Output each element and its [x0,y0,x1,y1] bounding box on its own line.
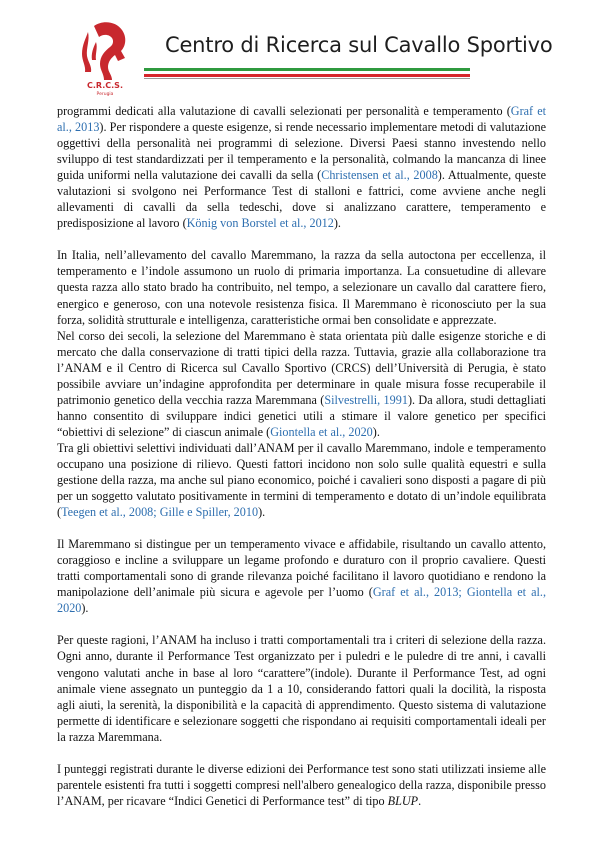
citation-link[interactable]: Teegen et al., 2008; Gille e Spiller, 2010 [61,505,259,520]
paragraph-text: Nel corso dei secoli, la selezione del Maremmano è stata orientata più dalle esigenze storiche e di mercato che dalla conservazione di tratti tipici della razza. Tuttavia, grazie alla collaborazione tra l’ANAM e il Centro di Ricerca sul Cavallo Sportivo (CRCS) dell’Università di Perugia, è stato possibile avviare un’indagine approfondita per determinare in quale misura fosse recuperabile il patrimonio genetico della vecchia razza Maremmana ( [57,328,546,407]
red-stripe [144,74,470,77]
citation-link[interactable]: Graf et al., 2013; Giontella et al., 2020 [57,585,546,616]
citation-link[interactable]: König von Borstel et al., 2012 [186,216,334,231]
paragraph-text: Il Maremmano si distingue per un temperamento vivace e affidabile, risultando un cavallo attento, coraggioso e incline a sviluppare un legame profondo e duraturo con il proprio cavaliere. Questi tratti comportamentali sono di grande rilevanza poiché facilitano il lavoro quotidiano e rendono la manipolazione dell’animale più sicura e agevole per l’uomo ( [57,537,546,600]
citation-link[interactable]: Silvestrelli, 1991 [324,392,408,407]
white-stripe [144,71,470,73]
paragraph [57,440,546,520]
logo-acronym: C.R.C.S. [87,81,123,90]
paragraph-text: ). Da allora, studi dettagliati hanno consentito di sviluppare indici genetici utili a stimare il valore genetico per specifici “obiettivi di selezione” di ciascun animale ( [57,392,547,439]
italic-term: BLUP [387,793,419,808]
paragraph [57,761,546,809]
citation-link[interactable]: Graf et al., 2013 [57,104,546,135]
paragraph-text: In Italia, nell’allevamento del cavallo Maremmano, la razza da sella autoctona per eccellenza, il temperamento e l’indole assumono un ruolo di primaria importanza. La consuetudine di allevare questa razza allo stato brado ha contribuito, nel tempo, a selezionare un cavallo dal carattere fiero, energico e generoso, con una notevole resistenza fisica. Il Maremmano è riconosciuto per la sua forza, solidità strutturale e intelligenza, caratteristiche ormai ben consolidate e apprezzate. [57,248,546,327]
paragraph-text: ). [258,505,266,520]
paragraph-text: I punteggi registrati durante le diverse edizioni dei Performance test sono stati utilizzati insieme alle parentele esistenti fra tutti i soggetti compresi nell'albero genealogico della razza, disponibile presso l’ANAM, per ricavare “Indici Genetici di Performance test” di tipo [57,761,546,808]
paragraph-text: ). [372,424,380,439]
paragraph-text: Per queste ragioni, l’ANAM ha incluso i tratti comportamentali tra i criteri di selezione della razza. Ogni anno, durante il Performance Test organizzato per i puledri e le puledre di tre anni, i cavalli vengono valutati anche in base al loro “carattere”(indole). Durante il Performance Test, ad ogni animale viene assegnato un punteggio da 1 a 10, considerando fattori quali la docilità, la risposta agli aiuti, la serenità, la disponibilità e la capacità di apprendimento. Questo sistema di valutazione permette di identificare e selezionare soggetti che rispondano ai requisiti comportamentali ideali per la razza Maremmana. [57,633,546,744]
paragraph-text: . [418,793,422,808]
paragraph [57,536,546,616]
paragraph [57,247,546,327]
page-header [0,0,600,100]
paragraph-text: ). Attualmente, queste valutazioni si svolgono nei Performance Test di stalloni e fattrici, come avviene anche negli allevamenti di cavalli da sella tedeschi, dove si analizzano carattere, temperamento e predisposizione al lavoro ( [57,168,546,231]
document-body [57,103,546,809]
citation-link[interactable]: Christensen et al., 2008 [321,168,438,183]
paragraph [57,632,546,744]
paragraph-text: programmi dedicati alla valutazione di cavalli selezionati per personalità e temperamento ( [57,104,511,118]
paragraph [57,328,546,440]
paragraph-text: ). [333,216,341,231]
grey-stripe [144,78,470,79]
paragraph-text: ). Per rispondere a queste esigenze, si rende necessario implementare metodi di valutazione oggettivi della personalità nei programmi di selezione. Diversi Paesi stanno investendo nello sviluppo di test standardizzati per il temperamento e la personalità, colmando la mancanza di linee guida uniformi nella valutazione dei cavalli da sella ( [57,120,546,183]
header-title: Centro di Ricerca sul Cavallo Sportivo [165,33,553,57]
logo-subtext: Perugia [96,92,114,96]
citation-link[interactable]: Giontella et al., 2020 [270,424,373,439]
italian-flag-stripes [144,68,470,80]
crcs-horse-logo [74,18,136,96]
paragraph [57,103,546,231]
paragraph-text: ). [81,601,89,616]
paragraph-text: Tra gli obiettivi selettivi individuati dall’ANAM per il cavallo Maremmano, indole e temperamento occupano una posizione di rilievo. Questi fattori incidono non solo sulle qualità equestri e sulla gestione della razza, ma anche sul piano economico, poiché i cavalieri sono disposti a pagare di più per un soggetto valutato positivamente in termini di temperamento e dotato di un’indole equilibrata ( [57,440,546,520]
